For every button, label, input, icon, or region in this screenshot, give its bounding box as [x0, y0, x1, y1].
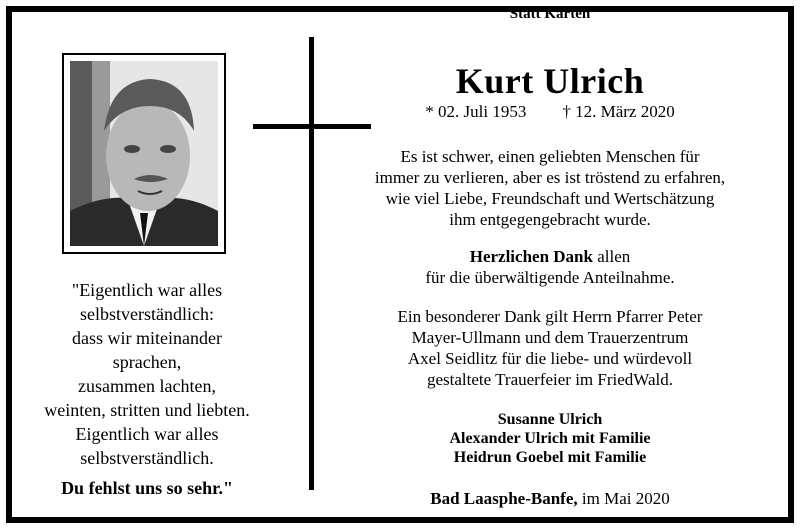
special-thanks-line: Mayer-Ullmann und dem Trauerzentrum	[411, 328, 689, 347]
signers	[350, 410, 750, 467]
message-line: ihm entgegengebracht wurde.	[449, 210, 651, 229]
signer: Susanne Ulrich	[497, 411, 603, 428]
special-thanks-paragraph	[350, 306, 750, 390]
quote-line: sprachen,	[112, 352, 182, 372]
quote-line: dass wir miteinander	[72, 328, 222, 348]
header-note: Statt Karten	[509, 6, 591, 22]
message-paragraph	[350, 146, 750, 230]
place-name: Bad Laasphe-Banfe,	[430, 489, 578, 508]
birth-date: * 02. Juli 1953	[425, 102, 527, 121]
quote-closing: Du fehlst uns so sehr."	[61, 478, 233, 498]
quote-line: weinten, stritten und liebten.	[44, 400, 250, 420]
quote-line: "Eigentlich war alles	[71, 280, 223, 300]
portrait-photo	[70, 61, 218, 246]
thanks-line	[350, 246, 750, 267]
photo-frame	[62, 53, 226, 254]
thanks-paragraph	[350, 246, 750, 288]
special-thanks-line: gestaltete Trauerfeier im FriedWald.	[426, 370, 673, 389]
quote-line: Eigentlich war alles	[75, 424, 219, 444]
special-thanks-line: Ein besonderer Dank gilt Herrn Pfarrer Peter	[397, 307, 703, 326]
signer: Heidrun Goebel mit Familie	[453, 449, 647, 466]
portrait-photo-icon	[70, 61, 218, 246]
place-date	[350, 489, 750, 509]
message-line: wie viel Liebe, Freundschaft und Wertschätzung	[385, 189, 715, 208]
quote-line: selbstverständlich.	[80, 448, 214, 468]
death-date: † 12. März 2020	[562, 102, 675, 121]
thanks-line-2: für die überwältigende Anteilnahme.	[425, 268, 675, 287]
special-thanks-line: Axel Seidlitz für die liebe- und würdevoll	[407, 349, 693, 368]
thanks-rest: allen	[592, 247, 631, 266]
cross-horizontal-bar	[253, 124, 371, 129]
signer: Alexander Ulrich mit Familie	[449, 430, 651, 447]
quote-line: zusammen lachten,	[78, 376, 216, 396]
quote	[22, 278, 272, 470]
place-date-text: im Mai 2020	[577, 489, 670, 508]
quote-line: selbstverständlich:	[80, 304, 214, 324]
message-line: Es ist schwer, einen geliebten Menschen für	[400, 147, 700, 166]
message-line: immer zu verlieren, aber es ist tröstend zu erfahren,	[374, 168, 726, 187]
thanks-bold: Herzlichen Dank	[469, 247, 593, 266]
cross-vertical-bar	[309, 37, 314, 490]
deceased-name: Kurt Ulrich	[455, 61, 645, 101]
life-dates	[350, 102, 750, 122]
